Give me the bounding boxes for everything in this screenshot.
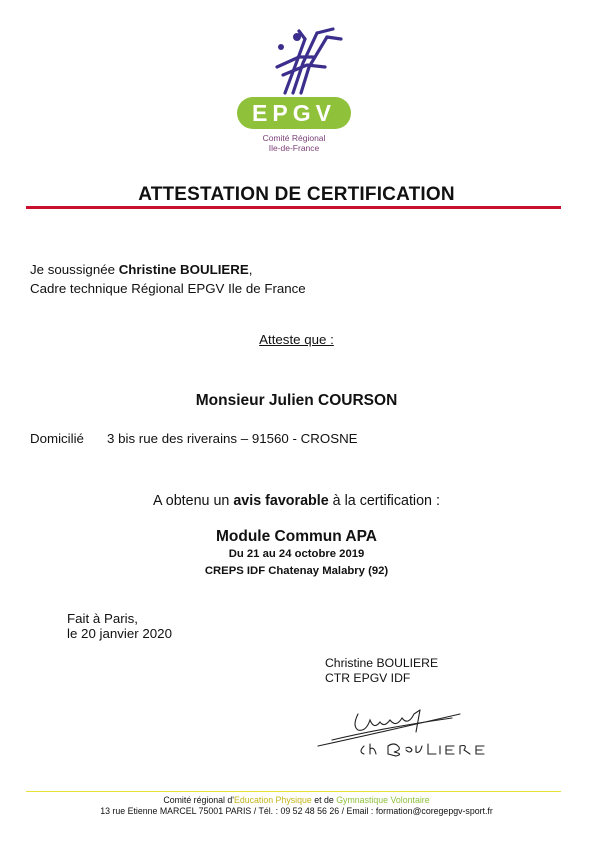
- footer-org-p3: et de: [311, 795, 337, 805]
- handwritten-signature: [312, 702, 512, 760]
- domicile: [30, 431, 358, 446]
- atteste-heading: Atteste que :: [259, 332, 334, 347]
- epgv-wordmark: EPGV: [237, 97, 351, 129]
- fait-date: le 20 janvier 2020: [67, 626, 172, 641]
- signer-name: Christine BOULIERE: [118, 262, 249, 277]
- signer-intro: [30, 262, 252, 277]
- result-prefix: A obtenu un: [153, 493, 234, 509]
- signer-intro-prefix: Je soussignée: [30, 262, 119, 277]
- domicile-address: 3 bis rue des riverains – 91560 - CROSNE: [107, 431, 358, 446]
- certified-person: Monsieur Julien COURSON: [195, 392, 398, 409]
- signature-name: Christine BOULIERE: [325, 656, 439, 670]
- footer-rule: [26, 791, 561, 792]
- gymnast-emblem-icon: [255, 27, 345, 95]
- signer-role: Cadre technique Régional EPGV Ile de France: [30, 281, 306, 296]
- result-statement: [0, 493, 593, 509]
- logo-subtitle-2: Ile-de-France: [268, 143, 320, 153]
- footer-org-gymnastique: Gymnastique Volontaire: [336, 795, 430, 805]
- domicile-label: Domicilié: [30, 431, 84, 446]
- module-place: CREPS IDF Chatenay Malabry (92): [204, 565, 389, 577]
- result-bold: avis favorable: [233, 493, 329, 509]
- document-title: ATTESTATION DE CERTIFICATION: [138, 184, 455, 205]
- module-name: Module Commun APA: [215, 528, 378, 545]
- logo-subtitle-1: Comité Régional: [262, 133, 326, 143]
- fait-place: Fait à Paris,: [67, 611, 138, 626]
- epgv-logo: [233, 27, 355, 157]
- footer-contact: 13 rue Etienne MARCEL 75001 PARIS / Tél. : 09 52 48 56 26 / Email : formation@coregepgv-sport.fr: [100, 806, 493, 816]
- signature-role: CTR EPGV IDF: [325, 671, 411, 685]
- result-suffix: à la certification :: [328, 493, 440, 509]
- footer-organization: [0, 795, 593, 805]
- footer-org-p1: Comité régional d': [163, 795, 234, 805]
- footer-org-education: Education Physique: [233, 795, 312, 805]
- title-rule: [26, 206, 561, 209]
- signer-intro-suffix: ,: [248, 262, 253, 277]
- module-dates: Du 21 au 24 octobre 2019: [228, 548, 365, 560]
